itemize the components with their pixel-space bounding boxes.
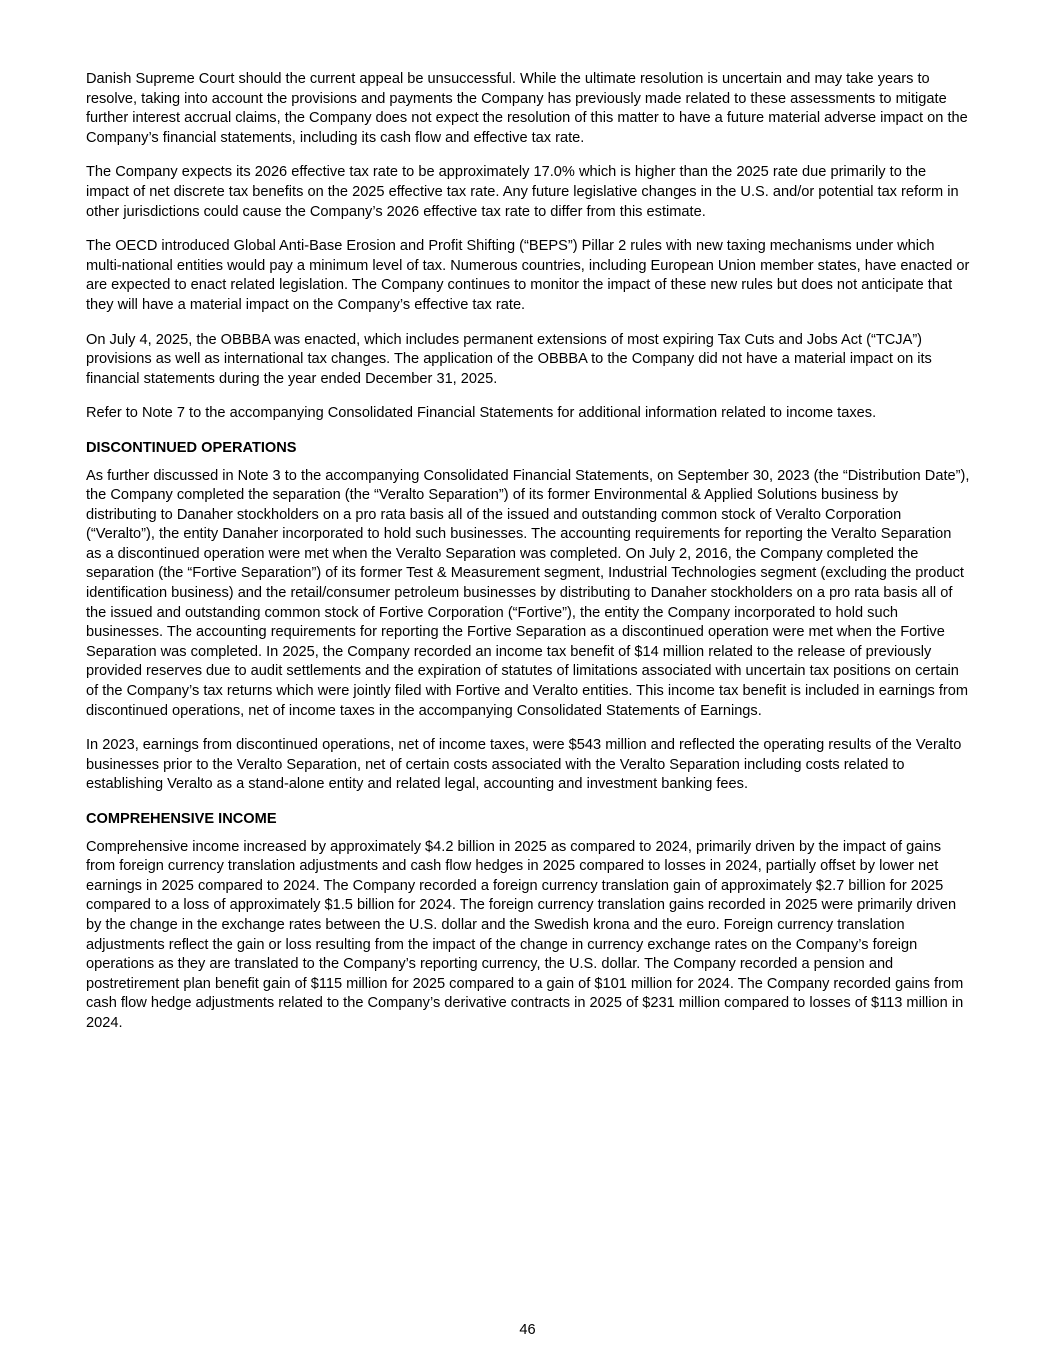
paragraph-obbba: On July 4, 2025, the OBBBA was enacted, which includes permanent extensions of most expiring Tax Cuts and Jobs Act (“TCJA”) provisions as well as international tax changes. The application of the OBBBA to the Company did not have a material impact on its financial statements during the year ended December 31, 2025. bbox=[86, 331, 932, 387]
paragraph-comprehensive-income: Comprehensive income increased by approximately $4.2 billion in 2025 as compared to 2024, primarily driven by the impact of gains from foreign currency translation adjustments and cash flow hedges in 2025 compared to losses in 2024, partially offset by lower net earnings in 2025 compared to 2024. The Company recorded a foreign currency translation gain of approximately $2.7 billion for 2025 compared to a loss of approximately $1.5 billion for 2024. The foreign currency translation gains recorded in 2025 were primarily driven by the change in the exchange rates between the U.S. dollar and the Swedish krona and the euro. Foreign currency translation adjustments reflect the gain or loss resulting from the impact of the change in currency exchange rates on the Company’s foreign operations as they are translated to the Company’s reporting currency, the U.S. dollar. The Company recorded a pension and postretirement plan benefit gain of $115 million for 2025 compared to a gain of $101 million for 2024. The Company recorded gains from cash flow hedge adjustments related to the Company’s derivative contracts in 2025 of $231 million compared to losses of $113 million in 2024. bbox=[86, 838, 964, 1031]
paragraph-oecd-beps: The OECD introduced Global Anti-Base Erosion and Profit Shifting (“BEPS”) Pillar 2 rules with new taxing mechanisms under which multi-national entities would pay a minimum level of tax. Numerous countries, including European Union member states, have enacted or are expected to enact related legislation. The Company continues to monitor the impact of these new rules but does not anticipate that they will have a material impact on the Company’s effective tax rate. bbox=[86, 238, 970, 313]
paragraph-2023-earnings: In 2023, earnings from discontinued operations, net of income taxes, were $543 million and reflected the operating results of the Veralto businesses prior to the Veralto Separation, net of certain costs associated with the Veralto Separation including costs related to establishing Veralto as a stand-alone entity and related legal, accounting and investment banking fees. bbox=[86, 737, 962, 793]
paragraph-danish-court: Danish Supreme Court should the current appeal be unsuccessful. While the ultimate resolution is uncertain and may take years to resolve, taking into account the provisions and payments the Company has previously made related to these assessments to mitigate further interest accrual claims, the Company does not expect the resolution of this matter to have a future material adverse impact on the Company’s financial statements, including its cash flow and effective tax rate. bbox=[86, 71, 968, 146]
paragraph-separations: As further discussed in Note 3 to the accompanying Consolidated Financial Statements, on September 30, 2023 (the “Distribution Date”), the Company completed the separation (the “Veralto Separation”) of its former Environmental & Applied Solutions business by distributing to Danaher stockholders on a pro rata basis all of the issued and outstanding common stock of Veralto Corporation (“Veralto”), the entity Danaher incorporated to hold such businesses. The accounting requirements for reporting the Veralto Separation as a discontinued operation were met when the Veralto Separation was completed. On July 2, 2016, the Company completed the separation (the “Fortive Separation”) of its former Test & Measurement segment, Industrial Technologies segment (excluding the product identification business) and the retail/consumer petroleum businesses by distributing to Danaher stockholders on a pro rata basis all of the issued and outstanding common stock of Fortive Corporation (“Fortive”), the entity the Company incorporated to hold such businesses. The accounting requirements for reporting the Fortive Separation as a discontinued operation were met when the Fortive Separation was completed. In 2025, the Company recorded an income tax benefit of $14 million related to the release of previously provided reserves due to audit settlements and the expiration of statutes of limitations associated with uncertain tax positions on certain of the Company’s tax returns which were jointly filed with Fortive and Veralto entities. This income tax benefit is included in earnings from discontinued operations, net of income taxes in the accompanying Consolidated Statements of Earnings. bbox=[86, 467, 970, 719]
page-number: 46 bbox=[519, 1322, 536, 1338]
paragraph-note-7-reference: Refer to Note 7 to the accompanying Consolidated Financial Statements for additional information related to income taxes. bbox=[86, 405, 877, 422]
heading-comprehensive-income: COMPREHENSIVE INCOME bbox=[86, 811, 277, 827]
document-body bbox=[86, 70, 970, 1049]
heading-discontinued-operations: DISCONTINUED OPERATIONS bbox=[86, 439, 297, 456]
paragraph-2026-tax-rate: The Company expects its 2026 effective tax rate to be approximately 17.0% which is higher than the 2025 rate due primarily to the impact of net discrete tax benefits on the 2025 effective tax rate. Any future legislative changes in the U.S. and/or potential tax reform in other jurisdictions could cause the Company’s 2026 effective tax rate to differ from this estimate. bbox=[86, 164, 959, 220]
